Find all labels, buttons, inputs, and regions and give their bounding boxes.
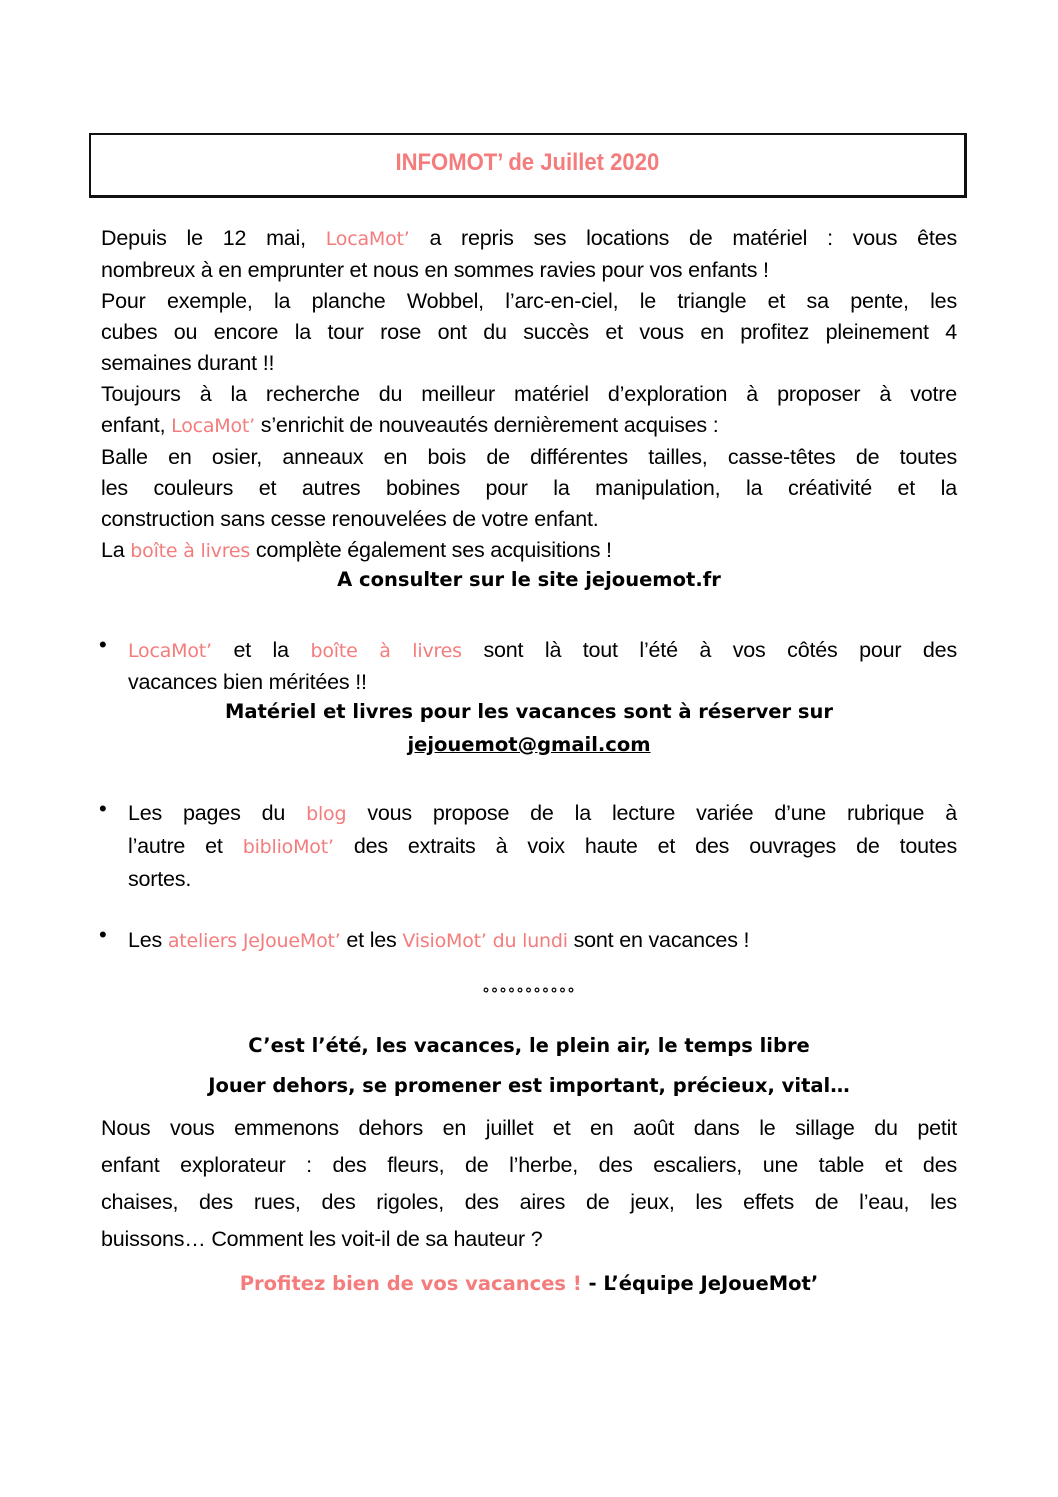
summer-paragraph: Nous vous emmenons dehors en juillet et en août dans le sillage du petit enfant explorateur : des fleurs, de l’herbe, des escaliers, une table et des chaises, des rues, des rigoles, des aires de jeux, les effets de l’eau, les buissons… Comment les voit-il de sa hauteur ? [101, 1116, 957, 1251]
intro-line: Pour exemple, la planche Wobbel, l’arc-en-ciel, le triangle et sa pente, les [101, 289, 957, 313]
locamot-highlight: LocaMot’ [171, 415, 256, 437]
locamot-highlight: LocaMot’ [128, 640, 212, 662]
bullet-ateliers: Les ateliers JeJoueMot’ et les VisioMot’ du lundi sont en vacances ! [128, 928, 750, 952]
closing-wish: Profitez bien de vos vacances ! [239, 1272, 582, 1295]
intro-line: nombreux à en emprunter et nous en sommes ravies pour vos enfants ! [101, 258, 769, 282]
bullet-blog: Les pages du blog vous propose de la lecture variée d’une rubrique à l’autre et biblioMot’ des extraits à voix haute et des ouvrages de toutes sortes. [128, 801, 957, 891]
summer-line-1: C’est l’été, les vacances, le plein air, le temps libre [248, 1034, 810, 1057]
bibliomot-highlight: biblioMot’ [242, 836, 334, 858]
document-title: INFOMOT’ de Juillet 2020 [395, 149, 660, 176]
bullet-locamot: LocaMot’ et la boîte à livres sont là tout l’été à vos côtés pour des vacances bien méritées !! [128, 638, 957, 694]
title-box [89, 133, 967, 198]
visiomot-highlight: VisioMot’ du lundi [402, 930, 568, 952]
intro-line: enfant, LocaMot’ s’enrichit de nouveautés dernièrement acquises : [101, 413, 719, 437]
intro-line: La boîte à livres complète également ses acquisitions ! [101, 538, 612, 562]
boite-a-livres-highlight: boîte à livres [310, 640, 462, 662]
locamot-highlight: LocaMot’ [325, 228, 410, 250]
intro-line: Depuis le 12 mai, LocaMot’ a repris ses locations de matériel : vous êtes [101, 226, 957, 250]
site-line: A consulter sur le site jejouemot.fr [337, 568, 721, 591]
email-line [101, 733, 957, 756]
bullet-icon: • [99, 922, 107, 947]
separator: °°°°°°°°°°° [482, 985, 576, 1003]
intro-line: semaines durant !! [101, 351, 275, 375]
closing-signature: - L’équipe JeJoueMot’ [588, 1272, 819, 1295]
intro-line: les couleurs et autres bobines pour la manipulation, la créativité et la [101, 476, 957, 500]
intro-line: construction sans cesse renouvelées de votre enfant. [101, 507, 599, 531]
email-link[interactable]: jejouemot@gmail.com [407, 733, 651, 756]
intro-paragraph [101, 223, 957, 567]
closing-line [101, 1272, 957, 1295]
ateliers-highlight: ateliers JeJoueMot’ [167, 930, 341, 952]
intro-line: cubes ou encore la tour rose ont du succès et vous en profitez pleinement 4 [101, 320, 957, 344]
intro-line: Balle en osier, anneaux en bois de différentes tailles, casse-têtes de toutes [101, 445, 957, 469]
blog-highlight: blog [306, 803, 347, 825]
intro-line: Toujours à la recherche du meilleur matériel d’exploration à proposer à votre [101, 382, 957, 406]
summer-line-2: Jouer dehors, se promener est important, précieux, vital… [208, 1074, 850, 1097]
bullet-icon: • [99, 796, 107, 821]
reserve-line: Matériel et livres pour les vacances sont à réserver sur [224, 700, 834, 723]
bullet-icon: • [99, 632, 107, 657]
boite-a-livres-highlight: boîte à livres [130, 540, 251, 562]
